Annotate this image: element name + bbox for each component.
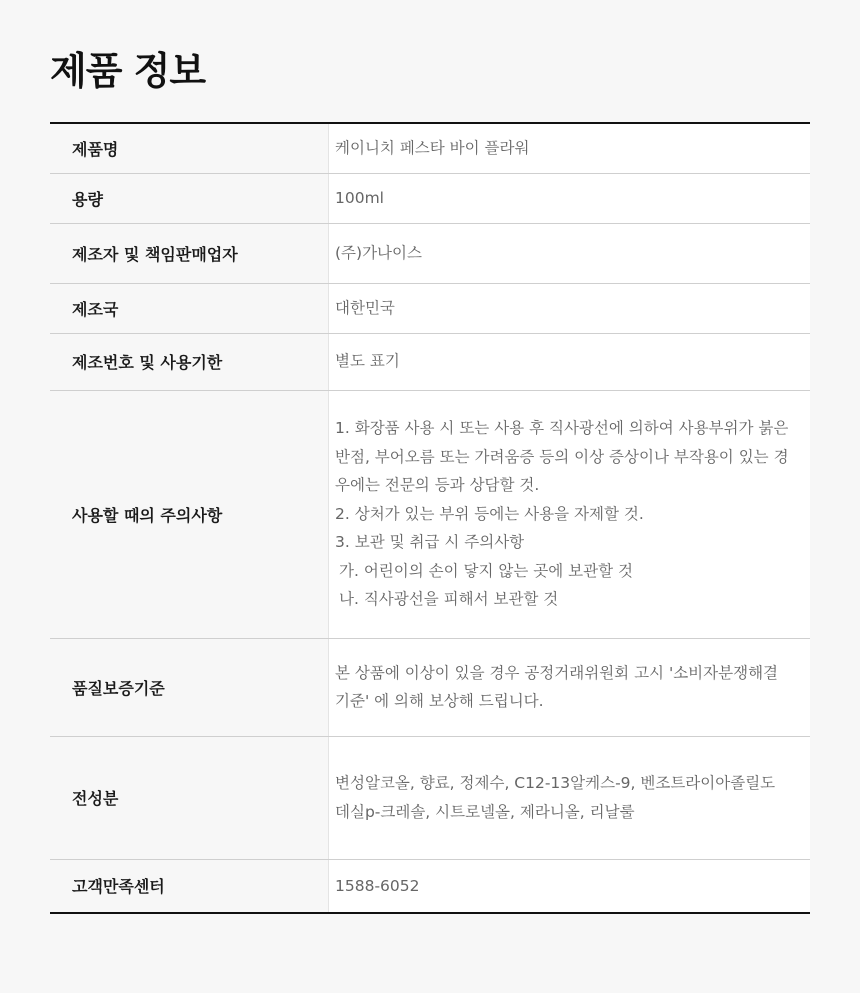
precautions-list <box>335 414 790 614</box>
table-row-country <box>50 283 810 333</box>
table-row-precautions <box>50 390 810 638</box>
row-value: 변성알코올, 향료, 정제수, C12-13알케스-9, 벤조트라이아졸릴도데실p-크레솔, 시트로넬올, 제라니올, 리날룰 <box>329 736 811 859</box>
row-label: 용량 <box>50 173 329 223</box>
table-row-quality-standard <box>50 638 810 736</box>
row-value: 대한민국 <box>329 283 811 333</box>
row-label: 사용할 때의 주의사항 <box>50 390 329 638</box>
row-label: 제조자 및 책임판매업자 <box>50 223 329 283</box>
row-value <box>329 390 811 638</box>
row-label: 고객만족센터 <box>50 859 329 913</box>
table-row-volume <box>50 173 810 223</box>
row-label: 전성분 <box>50 736 329 859</box>
row-value: 별도 표기 <box>329 333 811 390</box>
table-row-manufacturer <box>50 223 810 283</box>
row-value: 100ml <box>329 173 811 223</box>
table-row-product-name <box>50 123 810 173</box>
row-value: 케이니치 페스타 바이 플라워 <box>329 123 811 173</box>
row-label: 제조국 <box>50 283 329 333</box>
row-label: 품질보증기준 <box>50 638 329 736</box>
list-item: 2. 상처가 있는 부위 등에는 사용을 자제할 것. <box>335 504 644 523</box>
table-row-customer-center <box>50 859 810 913</box>
row-label: 제품명 <box>50 123 329 173</box>
table-row-ingredients <box>50 736 810 859</box>
row-value: 1588-6052 <box>329 859 811 913</box>
list-item: 1. 화장품 사용 시 또는 사용 후 직사광선에 의하여 사용부위가 붉은 반점, 부어오름 또는 가려움증 등의 이상 증상이나 부작용이 있는 경우에는 전문의 등과 상담할 것. <box>335 419 789 495</box>
list-item: 나. 직사광선을 피해서 보관할 것 <box>339 590 559 609</box>
row-label: 제조번호 및 사용기한 <box>50 333 329 390</box>
row-value: (주)가나이스 <box>329 223 811 283</box>
list-item: 3. 보관 및 취급 시 주의사항 <box>335 533 525 552</box>
list-item: 가. 어린이의 손이 닿지 않는 곳에 보관할 것 <box>339 561 633 580</box>
product-info-table <box>50 122 810 914</box>
row-value: 본 상품에 이상이 있을 경우 공정거래위원회 고시 '소비자분쟁해결기준' 에 의해 보상해 드립니다. <box>329 638 811 736</box>
page-title: 제품 정보 <box>50 49 206 93</box>
table-row-lot-expiry <box>50 333 810 390</box>
